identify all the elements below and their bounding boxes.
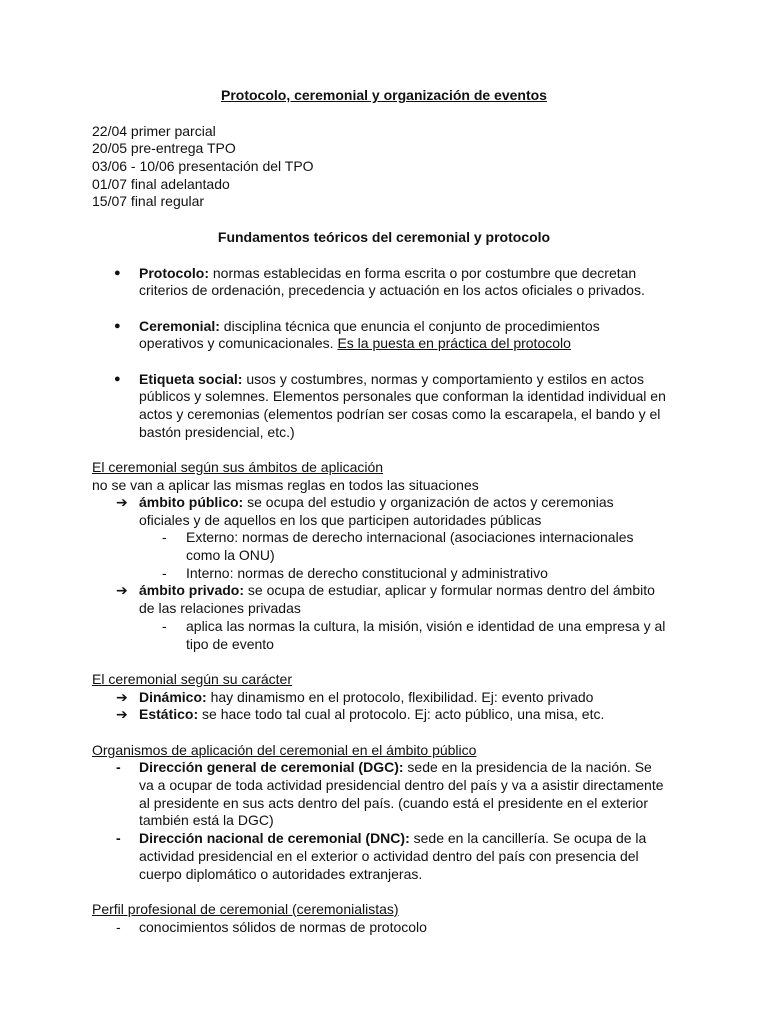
definition-underlined-text: Es la puesta en práctica del protocolo (337, 335, 571, 351)
date-line: 01/07 final adelantado (92, 176, 230, 192)
dash-icon: - (162, 565, 167, 581)
item-term: Estático: (139, 706, 199, 722)
list-item (139, 705, 604, 723)
definition-text: públicos y solemnes. Elementos personales que conforman la identidad individual en (139, 388, 666, 404)
arrow-right-icon: ➔ (116, 706, 128, 722)
section-intro: no se van a aplicar las mismas reglas en todos las situaciones (92, 477, 479, 493)
subitem-text: Interno: normas de derecho constitucional y administrativo (186, 565, 548, 581)
item-term: Dirección nacional de ceremonial (DNC): (139, 830, 410, 846)
item-text: va a ocupar de toda actividad presidencial dentro del país y va a asistir directamente (139, 777, 664, 793)
item-text: también está la DGC) (139, 812, 274, 828)
item-term: Dinámico: (139, 689, 207, 705)
section-heading: El ceremonial según su carácter (92, 671, 292, 687)
subitem-text: como la ONU) (186, 547, 275, 563)
document-title: Protocolo, ceremonial y organización de eventos (221, 87, 547, 103)
dash-icon: - (116, 830, 121, 846)
subitem-text: Externo: normas de derecho internacional (asociaciones internacionales (186, 529, 634, 545)
bullet-dot-icon: ● (114, 320, 121, 332)
arrow-right-icon: ➔ (116, 689, 128, 705)
dash-icon: - (116, 919, 121, 935)
item-text: sede en la cancillería. Se ocupa de la (409, 830, 647, 846)
item-text: actividad presidencial en el exterior o actividad dentro del país con presencia del (139, 848, 639, 864)
definition-text: operativos y comunicacionales. (139, 335, 338, 351)
item-term: ámbito público: (139, 494, 244, 510)
item-text: sede en la presidencia de la nación. Se (403, 759, 652, 775)
item-text: al presidente en sus acts dentro del país. (cuando está el presidente en el exterior (139, 795, 648, 811)
definition-text: bastón presidencial, etc.) (139, 424, 295, 440)
item-text: de las relaciones privadas (139, 600, 301, 616)
subitem-text: aplica las normas la cultura, la misión, visión e identidad de una empresa y al (186, 618, 666, 634)
definition-text: normas establecidas en forma escrita o por costumbre que decretan (209, 265, 637, 281)
dash-icon: - (162, 618, 167, 634)
list-item (139, 829, 646, 847)
bullet-dot-icon: ● (114, 373, 121, 385)
section-heading: Fundamentos teóricos del ceremonial y protocolo (217, 229, 551, 245)
item-text: se ocupa de estudiar, aplicar y formular normas dentro del ámbito (244, 582, 655, 598)
definition-term: Ceremonial: (139, 318, 220, 334)
date-line: 15/07 final regular (92, 193, 205, 209)
definition-text: criterios de ordenación, precedencia y actuación en los actos oficiales o privados. (139, 282, 645, 298)
dash-icon: - (116, 759, 121, 775)
item-text: oficiales y de aquellos en los que participen autoridades públicas (139, 512, 542, 528)
subitem-text: tipo de evento (186, 636, 274, 652)
definition-item (139, 317, 600, 335)
arrow-right-icon: ➔ (116, 494, 128, 510)
definition-item (139, 264, 636, 282)
definition-text: disciplina técnica que enuncia el conjunto de procedimientos (219, 318, 600, 334)
item-text: cuerpo diplomático o autoridades extranjeras. (139, 866, 423, 882)
definition-text: usos y costumbres, normas y comportamiento y estilos en actos (242, 371, 644, 387)
item-text: se hace todo tal cual al protocolo. Ej: acto público, una misa, etc. (198, 706, 605, 722)
date-line: 22/04 primer parcial (92, 123, 216, 139)
definition-text: actos y ceremonias (elementos podrían ser cosas como la escarapela, el bando y el (139, 406, 661, 422)
item-term: Dirección general de ceremonial (DGC): (139, 759, 404, 775)
section-heading: Organismos de aplicación del ceremonial en el ámbito público (92, 742, 477, 758)
section-heading: Perfil profesional de ceremonial (ceremonialistas) (92, 901, 399, 917)
list-item (139, 758, 652, 776)
dash-icon: - (162, 529, 167, 545)
definition-term: Etiqueta social: (139, 371, 243, 387)
list-item (139, 493, 614, 511)
definition-term: Protocolo: (139, 265, 209, 281)
list-item: conocimientos sólidos de normas de protocolo (139, 919, 427, 935)
arrow-right-icon: ➔ (116, 582, 128, 598)
definition-item (139, 334, 571, 352)
date-line: 03/06 - 10/06 presentación del TPO (92, 158, 314, 174)
section-heading: El ceremonial según sus ámbitos de aplicación (92, 459, 384, 475)
item-text: se ocupa del estudio y organización de actos y ceremonias (243, 494, 614, 510)
definition-item (139, 370, 644, 388)
bullet-dot-icon: ● (114, 267, 121, 279)
item-term: ámbito privado: (139, 582, 245, 598)
list-item (139, 581, 655, 599)
date-line: 20/05 pre-entrega TPO (92, 140, 236, 156)
list-item (139, 688, 593, 706)
item-text: hay dinamismo en el protocolo, flexibilidad. Ej: evento privado (206, 689, 594, 705)
